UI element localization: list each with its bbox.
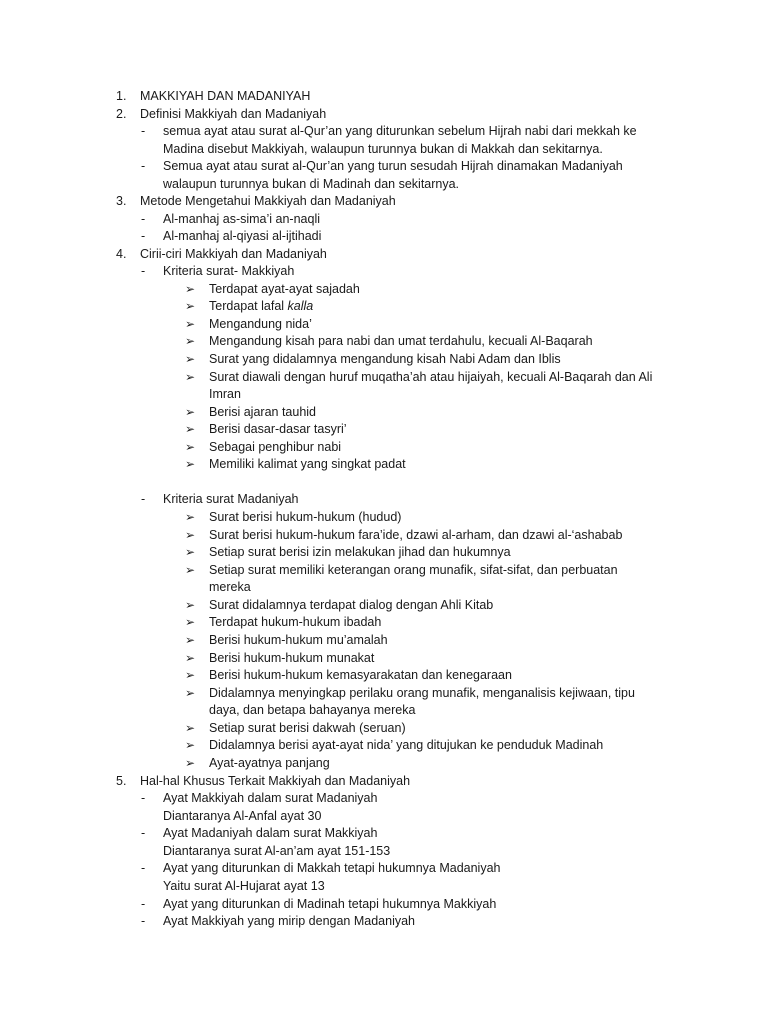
- section-number: 2.: [116, 107, 127, 121]
- arrow-bullet-icon: ➢: [185, 633, 196, 647]
- dash-bullet: -: [141, 791, 146, 805]
- section-title: Cirii-ciri Makkiyah dan Madaniyah: [140, 247, 327, 261]
- arrow-bullet-icon: ➢: [185, 457, 196, 471]
- list-item: Surat diawali dengan huruf muqatha’ah atau hijaiyah, kecuali Al-Baqarah dan Ali: [209, 370, 653, 384]
- arrow-bullet-icon: ➢: [185, 721, 196, 735]
- arrow-bullet-icon: ➢: [185, 510, 196, 524]
- list-item: Didalamnya menyingkap perilaku orang munafik, menganalisis kejiwaan, tipu: [209, 686, 635, 700]
- arrow-bullet-icon: ➢: [185, 299, 196, 313]
- list-item: Surat berisi hukum-hukum fara’ide, dzawi al-arham, dan dzawi al-‘ashabab: [209, 528, 623, 542]
- list-item: Berisi hukum-hukum munakat: [209, 651, 375, 665]
- list-item: Semua ayat atau surat al-Qur’an yang turun sesudah Hijrah dinamakan Madaniyah: [163, 159, 623, 173]
- list-item: Terdapat hukum-hukum ibadah: [209, 615, 382, 629]
- dash-bullet: -: [141, 914, 146, 928]
- arrow-bullet-icon: ➢: [185, 545, 196, 559]
- arrow-bullet-icon: ➢: [185, 563, 196, 577]
- arrow-bullet-icon: ➢: [185, 651, 196, 665]
- arrow-bullet-icon: ➢: [185, 738, 196, 752]
- list-item: Terdapat lafal kalla: [209, 299, 314, 313]
- list-item-continued: Yaitu surat Al-Hujarat ayat 13: [163, 879, 325, 893]
- list-item: Setiap surat berisi izin melakukan jihad dan hukumnya: [209, 545, 511, 559]
- arrow-bullet-icon: ➢: [185, 282, 196, 296]
- list-item: Al-manhaj al-qiyasi al-ijtihadi: [163, 229, 322, 243]
- list-item: Setiap surat berisi dakwah (seruan): [209, 721, 406, 735]
- subsection-title: Kriteria surat Madaniyah: [163, 492, 299, 506]
- list-item: Didalamnya berisi ayat-ayat nida’ yang ditujukan ke penduduk Madinah: [209, 738, 604, 752]
- list-item-continued: Diantaranya surat Al-an’am ayat 151-153: [163, 844, 391, 858]
- list-item-continued: Imran: [209, 387, 241, 401]
- list-item: Surat didalamnya terdapat dialog dengan Ahli Kitab: [209, 598, 494, 612]
- dash-bullet: -: [141, 212, 146, 226]
- list-item: Sebagai penghibur nabi: [209, 440, 342, 454]
- list-item: Al-manhaj as-sima’i an-naqli: [163, 212, 321, 226]
- arrow-bullet-icon: ➢: [185, 352, 196, 366]
- dash-bullet: -: [141, 229, 146, 243]
- arrow-bullet-icon: ➢: [185, 334, 196, 348]
- list-item: Ayat-ayatnya panjang: [209, 756, 330, 770]
- dash-bullet: -: [141, 492, 146, 506]
- list-item: Ayat Makkiyah dalam surat Madaniyah: [163, 791, 378, 805]
- arrow-bullet-icon: ➢: [185, 528, 196, 542]
- dash-bullet: -: [141, 264, 146, 278]
- list-item: Berisi hukum-hukum kemasyarakatan dan kenegaraan: [209, 668, 512, 682]
- italic-term: kalla: [287, 299, 314, 313]
- arrow-bullet-icon: ➢: [185, 370, 196, 384]
- list-item: Surat yang didalamnya mengandung kisah Nabi Adam dan Iblis: [209, 352, 561, 366]
- arrow-bullet-icon: ➢: [185, 598, 196, 612]
- section-title: Hal-hal Khusus Terkait Makkiyah dan Madaniyah: [140, 774, 411, 788]
- section-number: 4.: [116, 247, 127, 261]
- arrow-bullet-icon: ➢: [185, 317, 196, 331]
- list-item: Ayat Madaniyah dalam surat Makkiyah: [163, 826, 378, 840]
- list-item: Berisi ajaran tauhid: [209, 405, 317, 419]
- list-item: Ayat Makkiyah yang mirip dengan Madaniyah: [163, 914, 415, 928]
- arrow-bullet-icon: ➢: [185, 756, 196, 770]
- list-item: Berisi hukum-hukum mu’amalah: [209, 633, 388, 647]
- list-item: Mengandung kisah para nabi dan umat terdahulu, kecuali Al-Baqarah: [209, 334, 593, 348]
- list-item-continued: walaupun turunnya bukan di Madinah dan sekitarnya.: [163, 177, 460, 191]
- list-item: Ayat yang diturunkan di Makkah tetapi hukumnya Madaniyah: [163, 861, 501, 875]
- section-title: MAKKIYAH DAN MADANIYAH: [140, 89, 311, 103]
- section-title: Metode Mengetahui Makkiyah dan Madaniyah: [140, 194, 396, 208]
- list-item: semua ayat atau surat al-Qur’an yang diturunkan sebelum Hijrah nabi dari mekkah ke: [163, 124, 637, 138]
- list-item: Berisi dasar-dasar tasyri’: [209, 422, 347, 436]
- arrow-bullet-icon: ➢: [185, 668, 196, 682]
- list-item: Terdapat ayat-ayat sajadah: [209, 282, 360, 296]
- dash-bullet: -: [141, 159, 146, 173]
- arrow-bullet-icon: ➢: [185, 405, 196, 419]
- list-item: Mengandung nida’: [209, 317, 312, 331]
- list-item-continued: Diantaranya Al-Anfal ayat 30: [163, 809, 322, 823]
- section-number: 1.: [116, 89, 127, 103]
- list-item: Setiap surat memiliki keterangan orang munafik, sifat-sifat, dan perbuatan: [209, 563, 618, 577]
- list-item-continued: mereka: [209, 580, 251, 594]
- list-item: Ayat yang diturunkan di Madinah tetapi hukumnya Makkiyah: [163, 897, 497, 911]
- dash-bullet: -: [141, 826, 146, 840]
- arrow-bullet-icon: ➢: [185, 440, 196, 454]
- dash-bullet: -: [141, 897, 146, 911]
- list-item: Surat berisi hukum-hukum (hudud): [209, 510, 402, 524]
- list-item-continued: daya, dan betapa bahayanya mereka: [209, 703, 416, 717]
- arrow-bullet-icon: ➢: [185, 686, 196, 700]
- arrow-bullet-icon: ➢: [185, 615, 196, 629]
- dash-bullet: -: [141, 861, 146, 875]
- list-item: Memiliki kalimat yang singkat padat: [209, 457, 406, 471]
- dash-bullet: -: [141, 124, 146, 138]
- list-item-continued: Madina disebut Makkiyah, walaupun turunnya bukan di Makkah dan sekitarnya.: [163, 142, 603, 156]
- arrow-bullet-icon: ➢: [185, 422, 196, 436]
- section-number: 5.: [116, 774, 127, 788]
- section-title: Definisi Makkiyah dan Madaniyah: [140, 107, 327, 121]
- section-number: 3.: [116, 194, 127, 208]
- subsection-title: Kriteria surat- Makkiyah: [163, 264, 295, 278]
